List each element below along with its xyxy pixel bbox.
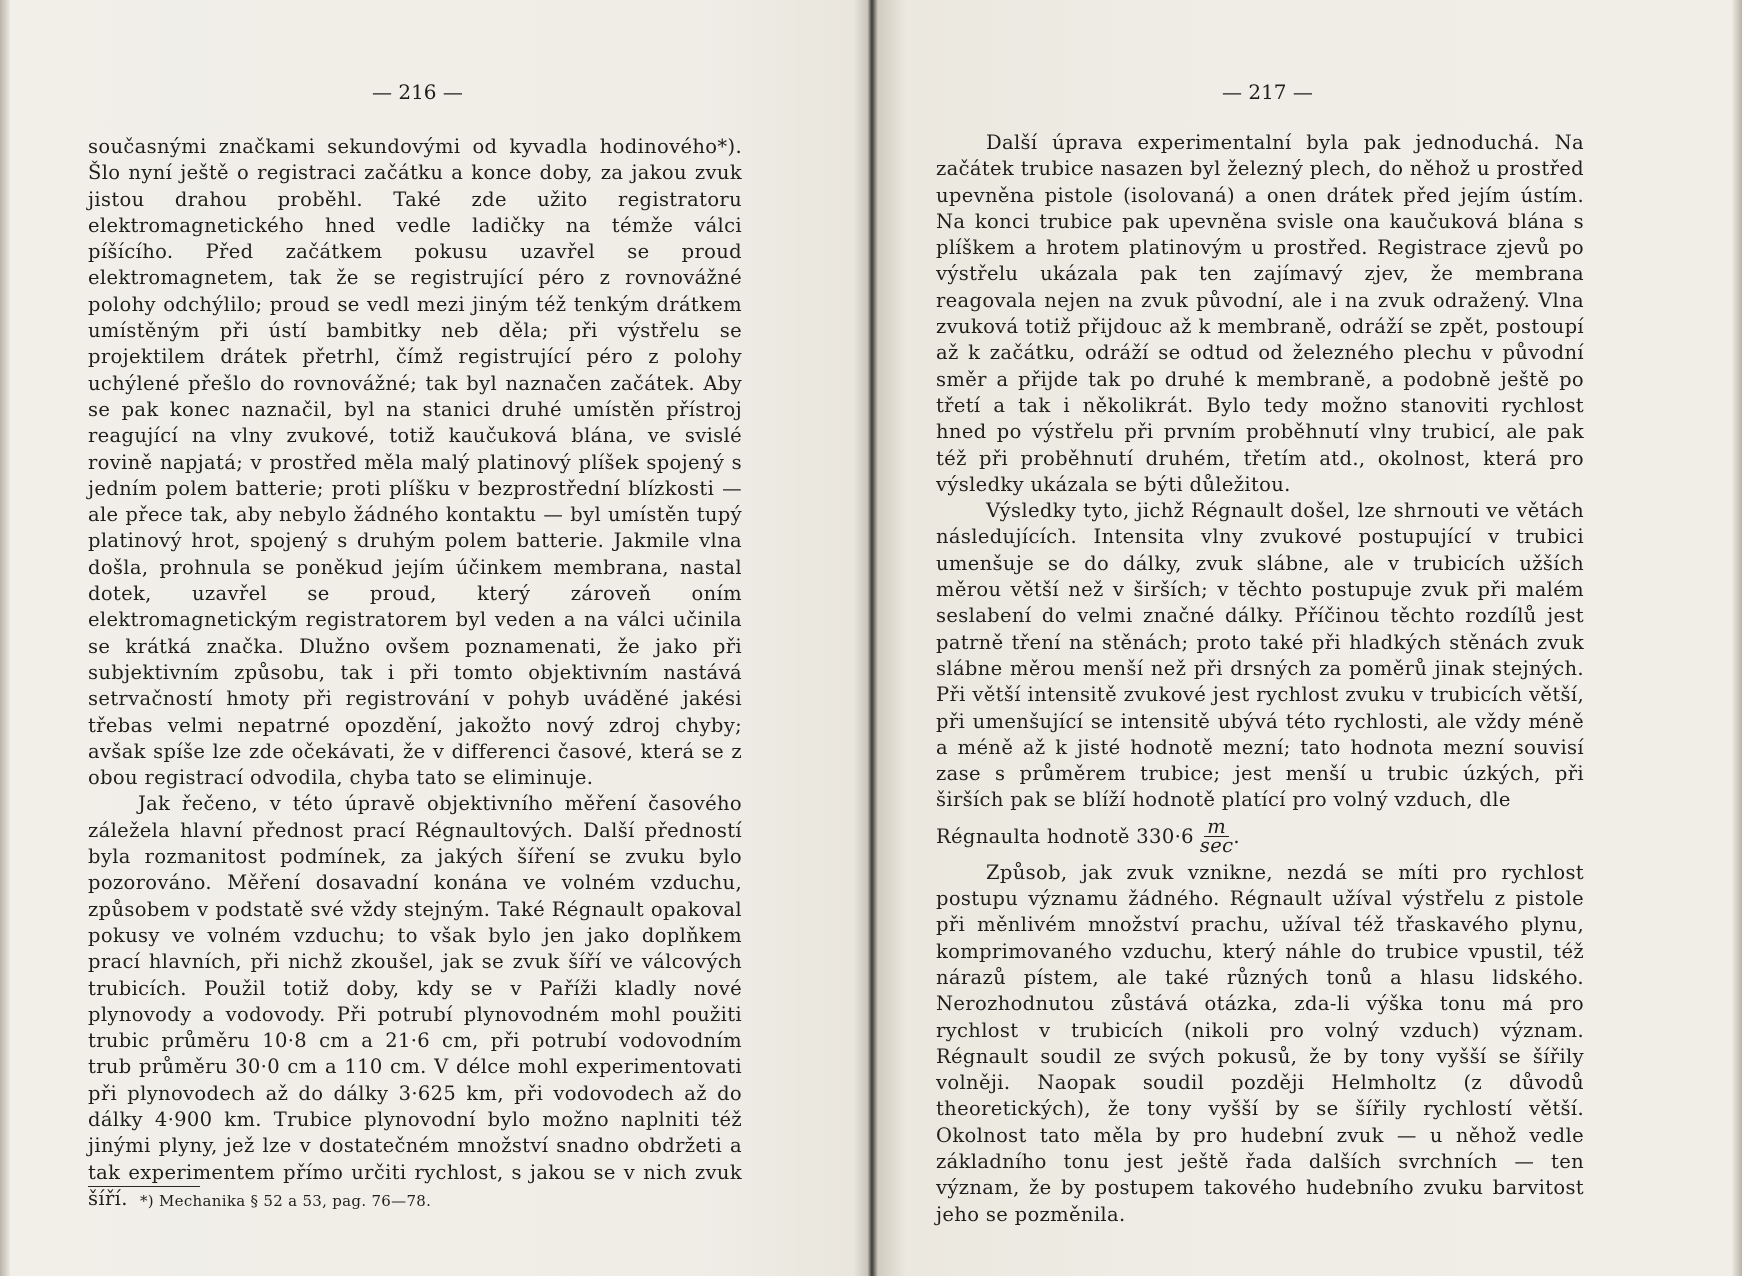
unit-fraction [1199,815,1234,858]
fraction-denominator: sec [1199,834,1234,858]
left-page-body [88,134,742,1212]
paragraph: současnými značkami sekundovými od kyvadla hodinového*). Šlo nyní ještě o registraci začátku a konce doby, za jakou zvuk jistou drahou proběhl. Také zde užito registratoru elektromagnetického hned vedle ladičky na témže válci píšícího. Před začátkem pokusu uzavřel se proud elektromagnetem, tak že se registrující péro z rovnovážné polohy odchýlilo; proud se vedl mezi jiným též tenkým drátkem umístěným při ústí bambitky neb děla; při výstřelu se projektilem drátek přetrhl, čímž registrující péro z polohy uchýlené přešlo do rovnovážné; tak byl naznačen začátek. Aby se pak konec naznačil, byl na stanici druhé umístěn přístroj reagující na vlny zvukové, totiž kaučuková blána, ve svislé rovině napjatá; v prostřed měla malý platinový plíšek spojený s jedním polem batterie; proti plíšku v bezprostřední blízkosti — ale přece tak, aby nebylo žádného kontaktu — byl umístěn tupý platinový hrot, spojený s druhým polem batterie. Jakmile vlna došla, prohnula se poněkud jejím účinkem membrana, nastal dotek, uzavřel se proud, který zároveň oním elektromagnetickým registratorem byl veden a na válci učinila se krátká značka. Dlužno ovšem poznamenati, že jako při subjektivním způsobu, tak i při tomto objektivním nastává setrvačností hmoty při registrování v pohyb uváděné jakési třebas velmi nepatrné opozdění, jakožto nový zdroj chyby; avšak spíše lze zde očekávati, že v differenci časové, která se z obou registrací odvodila, chyba tato se eliminuje. [88,135,742,790]
left-page: — 216 — současnými značkami sekundovými od kyvadla hodinového*). Šlo nyní ještě o registraci začátku a konce doby, za jakou zvuk jistou drahou proběhl. Také zde užito registratoru elektromagnetického hned vedle ladičky na témže válci píšícího. Před začátkem pokusu uzavřel se proud elektromagnetem, tak že se registrující péro z rovnovážné polohy odchýlilo; proud se vedl mezi jiným též tenkým drátkem umístěným při ústí bambitky neb děla; při výstřelu se projektilem drátek přetrhl, čímž registrující péro z polohy uchýlené přešlo do rovnovážné; tak byl naznačen začátek. Aby se pak konec naznačil, byl na stanici druhé umístěn přístroj reagující na vlny zvukové, totiž kaučuková blána, ve svislé rovině napjatá; v prostřed měla malý platinový plíšek spojený s jedním polem batterie; proti plíšku v bezprostřední blízkosti — ale přece tak, aby nebylo žádného kontaktu — byl umístěn tupý platinový hrot, spojený s druhým polem batterie. Jakmile vlna došla, prohnula se poněkud jejím účinkem membrana, nastal dotek, uzavřel se proud, který zároveň oním elektromagnetickým registratorem byl veden a na válci učinila se krátká značka. Dlužno ovšem poznamenati, že jako při subjektivním způsobu, tak i při tomto objektivním nastává setrvačností hmoty při registrování v pohyb uváděné jakési třebas velmi nepatrné opozdění, jakožto nový zdroj chyby; avšak spíše lze zde očekávati, že v differenci časové, která se z obou registrací odvodila, chyba tato se eliminuje. Jak řečeno, v této úpravě objektivního měření časového záležela hlavní přednost prací Régnaultových. Další předností byla rozmanitost podmínek, za jakých šíření se zvuku bylo pozorováno. Měření dosavadní konána ve volném vzduchu, způsobem v podstatě své vždy stejným. Také Régnault opakoval pokusy ve volném vzduchu; to však bylo jen jako doplňkem prací hlavních, při nichž zkoušel, jak se zvuk šíří ve válcových trubicích. Použil totiž doby, kdy se v Paříži kladly nové plynovody a vodovody. Při potrubí plynovodném mohl použiti trubic průměru 10·8 cm a 21·6 cm, při potrubí vodovodním trub průměru 30·0 cm a 110 cm. V délce mohl experimentovati při plynovodech až do dálky 3·625 km, při vodovodech až do dálky 4·900 km. Trubice plynovodní bylo možno naplniti též jinými plyny, jež lze v dostatečném množství snadno obdržeti a tak experimentem přímo určiti rychlost, s jakou se v nich zvuk šíří. *) Mechanika § 52 a 53, pag. 76—78. [0,0,860,1276]
paragraph: Způsob, jak zvuk vznikne, nezdá se míti pro rychlost postupu významu žádného. Régnault užíval výstřelu z pistole při měnlivém množství prachu, užíval též třaskavého plynu, komprimovaného vzduchu, který náhle do trubice vpustil, též nárazů pístem, ale také různých tonů a hlasu lidského. Nerozhodnutou zůstává otázka, zda-li výška tonu má pro rychlost v trubicích (nikoli pro volný vzduch) význam. Régnault soudil ze svých pokusů, že by tony vyšší se šířily volněji. Naopak soudil později Helmholtz (z důvodů theoretických), že tony vyšší by se šířily rychlostí větší. Okolnost tato měla by pro hudební zvuk — u něhož vedle základního tonu jest ještě řada dalších svrchních — ten význam, že by postupem takového hudebního zvuku barvitost jeho se pozměnila. [936,860,1584,1226]
right-page-body [936,130,1584,1228]
formula-line [936,814,1584,860]
fraction-numerator: m [1204,818,1229,837]
right-page: — 217 — Další úprava experimentalní byla pak jednoduchá. Na začátek trubice nasazen byl železný plech, do něhož u prostřed upevněna pistole (isolovaná) a onen drátek před jejím ústím. Na konci trubice pak upevněna svisle ona kaučuková blána s plíškem a hrotem platinovým u prostřed. Registrace zjevů po výstřelu ukázala pak ten zajímavý zjev, že membrana reagovala nejen na zvuk původní, ale i na zvuk odražený. Vlna zvuková totiž přijdouc až k membraně, odráží se zpět, postoupí až k začátku, odráží se odtud od železného plechu v původní směr a přijde tak po druhé k membraně, a podobně ještě po třetí a tak i několikrát. Bylo tedy možno stanoviti rychlost hned po výstřelu při prvním proběhnutí vlny trubicí, ale pak též při proběhnutí druhém, třetím atd., okolnost, která pro výsledky ukázala se býti důležitou. Výsledky tyto, jichž Régnault došel, lze shrnouti ve větách následujících. Intensita vlny zvukové postupující v trubici umenšuje se do dálky, zvuk slábne, ale v trubicích užších měrou větší než v širších; v těchto postupuje zvuk při malém seslabení do velmi značné dálky. Příčinou těchto rozdílů jest patrně tření na stěnách; proto také při hladkých stěnách zvuk slábne měrou menší než při drsných za poměrů jinak stejných. Při větší intensitě zvukové jest rychlost zvuku v trubicích větší, při umenšující se intensitě ubývá této rychlosti, ale vždy méně a méně až k jisté hodnotě mezní; tato hodnota mezní souvisí zase s průměrem trubice; jest menší u trubic úzkých, při širších pak se blíží hodnotě platící pro volný vzduch, dle Régnaulta hodnotě 330·6 $\frac{m}{\sec}$ . Způsob, jak zvuk vznikne, nezdá se míti pro rychlost postupu významu žádného. Régnault užíval výstřelu z pistole při měnlivém množství prachu, užíval též třaskavého plynu, komprimovaného vzduchu, který náhle do trubice vpustil, též nárazů pístem, ale také různých tonů a hlasu lidského. Nerozhodnutou zůstává otázka, zda-li výška tonu má pro rychlost v trubicích (nikoli pro volný vzduch) význam. Régnault soudil ze svých pokusů, že by tony vyšší se šířily volněji. Naopak soudil později Helmholtz (z důvodů theoretických), že tony vyšší by se šířily rychlostí větší. Okolnost tato měla by pro hudební zvuk — u něhož vedle základního tonu jest ještě řada dalších svrchních — ten význam, že by postupem takového hudebního zvuku barvitost jeho se pozměnila. [880,0,1742,1276]
formula-text: Régnaulta hodnotě 330·6 [936,824,1194,848]
formula-period: . [1233,824,1240,848]
footnote: *) Mechanika § 52 a 53, pag. 76—78. [140,1192,432,1210]
paragraph: Další úprava experimentalní byla pak jednoduchá. Na začátek trubice nasazen byl železný plech, do něhož u prostřed upevněna pistole (isolovaná) a onen drátek před jejím ústím. Na konci trubice pak upevněna svisle ona kaučuková blána s plíškem a hrotem platinovým u prostřed. Registrace zjevů po výstřelu ukázala pak ten zajímavý zjev, že membrana reagovala nejen na zvuk původní, ale i na zvuk odražený. Vlna zvuková totiž přijdouc až k membraně, odráží se zpět, postoupí až k začátku, odráží se odtud od železného plechu v původní směr a přijde tak po druhé k membraně, a podobně ještě po třetí a tak i několikrát. Bylo tedy možno stanoviti rychlost hned po výstřelu při prvním proběhnutí vlny trubicí, ale pak též při proběhnutí druhém, třetím atd., okolnost, která pro výsledky ukázala se býti důležitou. [936,131,1584,496]
paragraph: Jak řečeno, v této úpravě objektivního měření časového záležela hlavní přednost prací Régnaultových. Další předností byla rozmanitost podmínek, za jakých šíření se zvuku bylo pozorováno. Měření dosavadní konána ve volném vzduchu, způsobem v podstatě své vždy stejným. Také Régnault opakoval pokusy ve volném vzduchu; to však bylo jen jako doplňkem prací hlavních, při nichž zkoušel, jak se zvuk šíří ve válcových trubicích. Použil totiž doby, kdy se v Paříži kladly nové plynovody a vodovody. Při potrubí plynovodném mohl použiti trubic průměru 10·8 cm a 21·6 cm, při potrubí vodovodním trub průměru 30·0 cm a 110 cm. V délce mohl experimentovati při plynovodech až do dálky 3·625 km, při vodovodech až do dálky 4·900 km. Trubice plynovodní bylo možno naplniti též jinými plyny, jež lze v dostatečném množství snadno obdržeti a tak experimentem přímo určiti rychlost, s jakou se v nich zvuk šíří. [88,792,742,1210]
footnote-divider [88,1186,200,1187]
paragraph: Výsledky tyto, jichž Régnault došel, lze shrnouti ve větách následujících. Intensita vlny zvukové postupující v trubici umenšuje se do dálky, zvuk slábne, ale v trubicích užších měrou větší než v širších; v těchto postupuje zvuk při malém seslabení do velmi značné dálky. Příčinou těchto rozdílů jest patrně tření na stěnách; proto také při hladkých stěnách zvuk slábne měrou menší než při drsných za poměrů jinak stejných. Při větší intensitě zvukové jest rychlost zvuku v trubicích větší, při umenšující se intensitě ubývá této rychlosti, ale vždy méně a méně až k jisté hodnotě mezní; tato hodnota mezní souvisí zase s průměrem trubice; jest menší u trubic úzkých, při širších pak se blíží hodnotě platící pro volný vzduch, dle [936,499,1584,812]
